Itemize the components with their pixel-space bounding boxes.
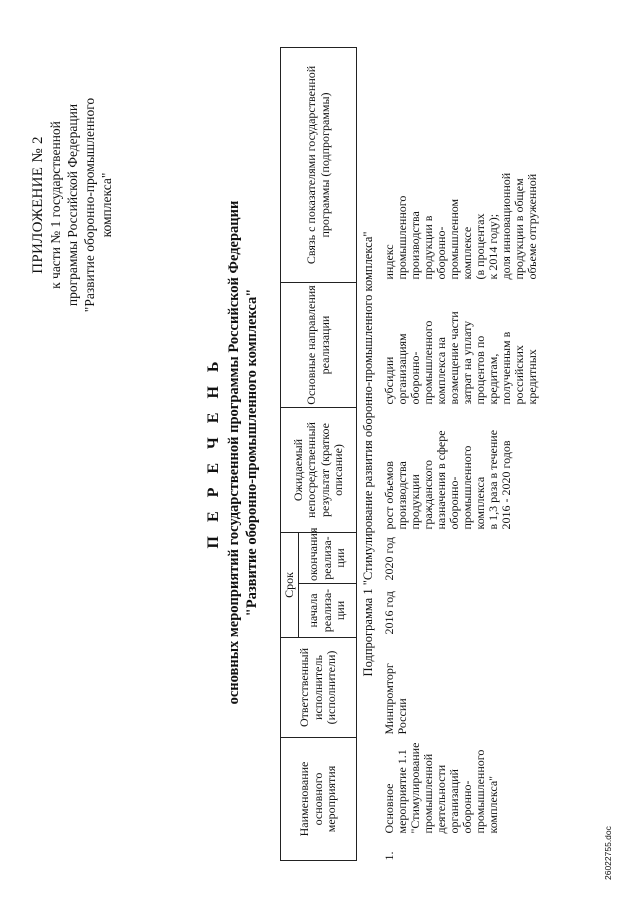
cell-line: оборонно- [434,226,448,280]
cell-line: промышленной [421,753,435,834]
cell-line: оборонно- [408,351,422,405]
appendix-line: комплекса" [99,172,114,238]
header-term-end: окончания реализа-ции [299,533,357,584]
cell-line: возмещение части [447,311,461,405]
subprogram-title: Подпрограмма 1 "Стимулирование развития оборонно-промышленного комплекса" [361,231,375,677]
header-link: Связь с показателями государственной программы (подпрограммы) [281,47,357,282]
cell-line: комплекса на [434,337,448,405]
cell-line: оборонно- [447,476,461,530]
measures-table [280,47,539,861]
cell-line: России [395,698,409,735]
cell-line: субсидии [382,356,396,405]
cell-line: комплексе [460,226,474,280]
cell-link [383,47,539,282]
cell-line: рост объемов [382,461,396,530]
cell-line: объеме отгруженной [525,173,539,280]
cell-line: (в процентах [473,213,487,280]
document-subtitle [225,100,261,805]
table-row [383,47,539,860]
cell-line: к 2014 году); [486,213,500,280]
document-number: 26022755.doc [603,826,613,880]
cell-name [383,738,539,836]
subprogram-row [357,47,384,860]
table-header-row [281,47,299,860]
cell-line: деятельности [434,764,448,834]
cell-line: кредитам, [486,353,500,405]
row-number: 1. [382,851,396,861]
subtitle-line: основных мероприятий государственной программы Российской Федерации [226,200,242,705]
cell-result [383,408,539,533]
cell-line: российских [512,345,526,405]
cell-line: "Стимулирование [408,742,422,834]
document-heading: П Е Р Е Ч Е Н Ь [205,356,222,549]
cell-line: доля инновационной [499,172,513,280]
cell-line: продукции в общем [512,178,526,280]
cell-line: полученным в [499,331,513,405]
cell-line: организаций [447,769,461,834]
appendix-line: к части № 1 государственной [48,121,63,289]
cell-line: промышленного [421,320,435,405]
cell-line: индекс [382,244,396,280]
cell-line: комплекса" [486,775,500,834]
cell-line: 2016 - 2020 годов [499,440,513,530]
header-executor: Ответственный исполнитель (исполнители) [281,638,357,738]
header-term-start: начала реализа-ции [299,584,357,638]
cell-line: комплекса [473,476,487,530]
cell-start: 2016 год [382,591,396,635]
header-term: Срок [281,533,299,638]
header-result: Ожидаемый непосредственный результат (краткое описание) [281,408,357,533]
cell-line: Основное [382,783,396,834]
cell-line: продукции [408,474,422,530]
cell-line: оборонно- [460,780,474,834]
cell-line: промышленном [447,198,461,280]
cell-line: гражданского [421,459,435,530]
cell-line: промышленного [460,445,474,530]
appendix-line: "Развитие оборонно-промышленного [82,97,97,313]
cell-line: продукции в [421,215,435,280]
appendix-header [30,55,115,355]
header-name: Наименование основного мероприятия [281,738,357,861]
cell-executor [383,638,539,738]
subtitle-line: "Развитие оборонно-промышленного комплекса" [244,288,260,617]
cell-line: процентов по [473,335,487,405]
cell-line: Минпромторг [382,663,396,735]
cell-end: 2020 год [382,537,396,581]
cell-line: производства [395,461,409,530]
cell-line: мероприятие 1.1 [395,749,409,834]
appendix-title: ПРИЛОЖЕНИЕ № 2 [30,136,46,274]
cell-line: кредитных [525,349,539,405]
cell-line: в 1,3 раза в течение [486,429,500,530]
cell-line: производства [408,211,422,280]
cell-line: назначения в сфере [434,430,448,530]
cell-line: промышленного [395,195,409,280]
cell-line: затрат на уплату [460,320,474,405]
cell-directions [383,283,539,408]
header-directions: Основные направления реализации [281,283,357,408]
cell-line: промышленного [473,749,487,834]
appendix-line: программы Российской Федерации [65,103,80,307]
cell-line: организациям [395,333,409,405]
